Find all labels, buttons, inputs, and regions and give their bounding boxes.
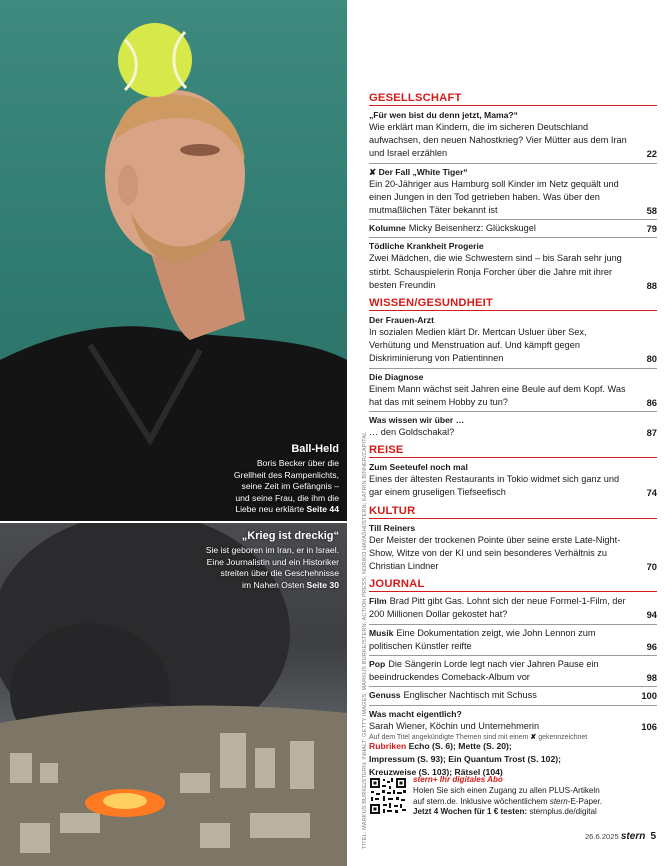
entry-label: Genuss [369,690,401,701]
entry-row [369,595,657,621]
entry-description: Der Meister der trockenen Pointe über seine erste Late-Night-Show, Witze von der KI und sein besonderes Verhältnis zu Christian Lindner [369,534,621,572]
rubriken-line: Impressum (S. 93); Ein Quantum Trost (S. 102); [369,753,561,764]
cover-caption-title: Ball-Held [291,443,339,455]
issue-date: 26.6.2025 [584,832,619,841]
entry-row [369,658,657,684]
magazine-logo: stern [620,831,646,842]
entry-text [369,121,633,161]
toc-section [369,444,657,501]
entry-text [369,689,633,702]
toc-entry[interactable] [369,706,657,735]
entry-page-number[interactable]: 80 [646,353,657,365]
toc-entry[interactable] [369,459,657,501]
entry-description: Sarah Wiener, Köchin und Unternehmerin [369,720,540,731]
promo-cta-line [413,807,602,818]
entry-page-number[interactable]: 87 [646,427,657,439]
cover-photo-boris-becker [0,0,347,521]
entry-page-number[interactable]: 79 [646,223,657,235]
toc-entry[interactable] [369,593,657,624]
entry-title-text: Tödliche Krankheit Progerie [369,241,484,252]
toc-entry[interactable] [369,312,657,369]
entry-row [369,121,657,161]
entry-text [369,595,633,621]
digital-subscription-promo [369,775,657,825]
entry-row [369,178,657,218]
promo-line [413,797,602,808]
entry-row [369,627,657,653]
promo-line-part: auf stern.de. Inklusive wöchentlichem [413,796,548,806]
section-heading: GESELLSCHAFT [369,92,657,106]
entry-row [369,326,657,366]
entry-description: Einem Mann wächst seit Jahren eine Beule auf dem Kopf. Was hat das mit seinem Hobby zu tun? [369,383,626,407]
promo-text [413,775,602,818]
toc-entry[interactable] [369,520,657,576]
entry-page-number[interactable]: 88 [646,279,657,291]
toc-entry[interactable] [369,412,657,441]
entry-page-number[interactable]: 98 [646,672,657,684]
toc-entry[interactable] [369,164,657,221]
entry-text [369,252,633,292]
entry-title [369,240,657,252]
entry-description: Brad Pitt gibt Gas. Lohnt sich der neue Formel-1-Film, der 200 Millionen Dollar gekostet hat? [369,596,626,620]
entry-page-number[interactable]: 86 [646,396,657,408]
entry-text [369,473,633,499]
rubriken [369,738,657,779]
war-caption-title: „Krieg ist dreckig“ [241,530,339,542]
entry-label: Film [369,596,387,607]
cover-caption-line: seine Zeit im Gefängnis – [241,481,339,491]
smoke-photo [0,523,347,866]
entry-title [369,414,657,426]
entry-label: Musik [369,627,394,638]
entry-text [369,178,633,218]
entry-page-number[interactable]: 58 [646,205,657,217]
table-of-contents [369,92,657,779]
footnote-before: Auf dem Titel angekündigte Themen sind mit einem [369,734,529,741]
cover-topic-mark-icon: ✘ [369,166,377,177]
toc-entry[interactable] [369,238,657,294]
entry-text [369,627,633,653]
qr-code-icon[interactable] [369,777,407,815]
toc-section [369,297,657,441]
entry-title [369,708,657,720]
entry-row [369,426,657,439]
entry-title-text: Die Diagnose [369,371,424,382]
entry-title-text: Zum Seeteufel noch mal [369,462,468,473]
entry-label: Kolumne [369,223,406,234]
rubriken-line [369,740,657,753]
entry-description: Micky Beisenherz: Glückskugel [408,223,536,234]
section-heading: WISSEN/GESUNDHEIT [369,297,657,311]
entry-description: Englischer Nachtisch mit Schuss [403,690,537,701]
entry-description: Die Sängerin Lorde legt nach vier Jahren Pause ein beeindruckendes Comeback-Album vor [369,659,599,683]
entry-title [369,166,657,178]
section-heading: REISE [369,444,657,458]
entry-title-text: Till Reiners [369,522,416,533]
cover-caption-last-line: Liebe neu erklärte [235,504,305,514]
entry-description: … den Goldschakal? [369,427,455,438]
entry-title [369,109,657,121]
entry-row [369,534,657,574]
entry-row [369,383,657,409]
entry-text [369,326,633,366]
photo-credits-text: TITEL: MARKUS BURKE/STERN; INHALT: GETTY IMAGES; MARKUS BURKE/STERN; ACTION PRESS; NORIKO HAYASHI/STERN; KATRIN BINNER/CAPITAL [362,431,368,849]
toc-section [369,505,657,576]
entry-text [369,222,633,235]
entry-row [369,720,657,733]
entry-description: Wie erklärt man Kindern, die im sicheren Deutschland aufwachsen, den neuen Nahostkrieg? Vier Mütter aus dem Iran und Israel erzählen [369,122,627,159]
entry-description: In sozialen Medien klärt Dr. Mertcan Usluer über Sex, Verhütung und Menstruation auf. Und kämpft gegen Diskriminierung von Patientinnen [369,327,587,364]
toc-entry[interactable] [369,107,657,164]
entry-description: Eine Dokumentation zeigt, wie John Lennon zum politischen Künstler reifte [369,627,596,651]
section-heading: JOURNAL [369,578,657,592]
footnote [369,733,657,741]
footnote-after: gekennzeichnet [538,734,588,741]
war-caption-line [206,580,339,592]
entry-title-text: Der Frauen-Arzt [369,315,434,326]
page-footer [585,831,656,842]
entry-title-text: Was macht eigentlich? [369,708,462,719]
entry-row [369,473,657,499]
entry-page-number[interactable]: 74 [646,487,657,499]
toc-section [369,92,657,294]
entry-title [369,371,657,383]
entry-page-number[interactable]: 70 [646,561,657,573]
entry-description: Eines der ältesten Restaurants in Tokio widmet sich ganz und gar einem gruseligen Tiefseefisch [369,474,620,498]
toc-entry[interactable] [369,369,657,412]
toc-section [369,578,657,735]
war-caption-line: streiten über die Geschehnisse [220,568,339,578]
entry-row [369,222,657,235]
entry-page-number[interactable]: 100 [641,690,657,702]
entry-title [369,314,657,326]
promo-url-link[interactable]: sternplus.de/digital [529,807,597,817]
entry-description: Zwei Mädchen, die wie Schwestern sind – bis Sarah sehr jung stirbt. Schauspielerin Ronja Forcher über die Jahre mit ihrer besten Freundin [369,253,622,290]
entry-label: Pop [369,659,386,670]
entry-text [369,383,633,409]
cover-caption-line: Grellheit des Rampenlichts, [233,469,339,480]
war-caption-page[interactable]: Seite 30 [306,579,339,590]
war-caption-line: Sie ist geboren im Iran, er in Israel. [205,545,339,555]
entry-title-text: „Für wen bist du denn jetzt, Mama?“ [369,110,518,120]
entry-page-number[interactable]: 96 [646,640,657,652]
rubriken-line: Kreuzweise (S. 103); Rätsel (104) [369,766,503,777]
entry-page-number[interactable]: 94 [646,609,657,621]
cover-caption-line: Boris Becker über die [256,458,339,468]
war-caption-last-line: im Nahen Osten [242,579,305,590]
cover-caption-line: und seine Frau, die ihm die [235,492,339,503]
photo-credits [353,30,368,855]
cover-topic-mark-icon: ✘ [530,734,537,741]
rubriken-label: Rubriken [369,740,407,751]
toc-entry[interactable] [369,687,657,705]
page-number: 5 [650,831,656,842]
promo-title: stern+ Ihr digitales Abo [413,775,503,784]
toc-entry[interactable] [369,656,657,687]
entry-row [369,689,657,702]
toc-entry[interactable] [369,625,657,656]
entry-text [369,658,633,684]
cover-caption-line [234,504,339,516]
war-caption [206,530,339,591]
promo-line: Holen Sie sich einen Zugang zu allen PLUS-Artikeln [413,785,600,795]
entry-text [369,720,633,733]
promo-brand: stern [549,796,568,806]
promo-cta: Jetzt 4 Wochen für 1 € testen: [413,807,528,817]
section-heading: KULTUR [369,505,657,519]
cover-caption [234,443,339,516]
war-caption-line: Eine Journalistin und ein Historiker [206,556,339,567]
promo-line-part: -E-Paper. [567,796,602,806]
toc-entry[interactable] [369,220,657,238]
rubriken-text: Echo (S. 6); Mette (S. 20); [408,740,512,751]
entry-text [369,426,633,439]
entry-title [369,461,657,473]
entry-description: Ein 20-Jähriger aus Hamburg soll Kinder im Netz gequält und einen Jungen in den Tod getrieben haben. Was über den mutmaßlichen Täter bekannt ist [369,178,619,216]
entry-title [369,522,657,534]
entry-row [369,252,657,292]
entry-page-number[interactable]: 22 [646,148,657,160]
entry-page-number[interactable]: 106 [641,720,657,732]
entry-text [369,534,633,574]
entry-title-text: Was wissen wir über … [369,415,465,426]
cover-caption-page[interactable]: Seite 44 [306,504,339,514]
entry-title-text: Der Fall „White Tiger“ [378,166,468,177]
